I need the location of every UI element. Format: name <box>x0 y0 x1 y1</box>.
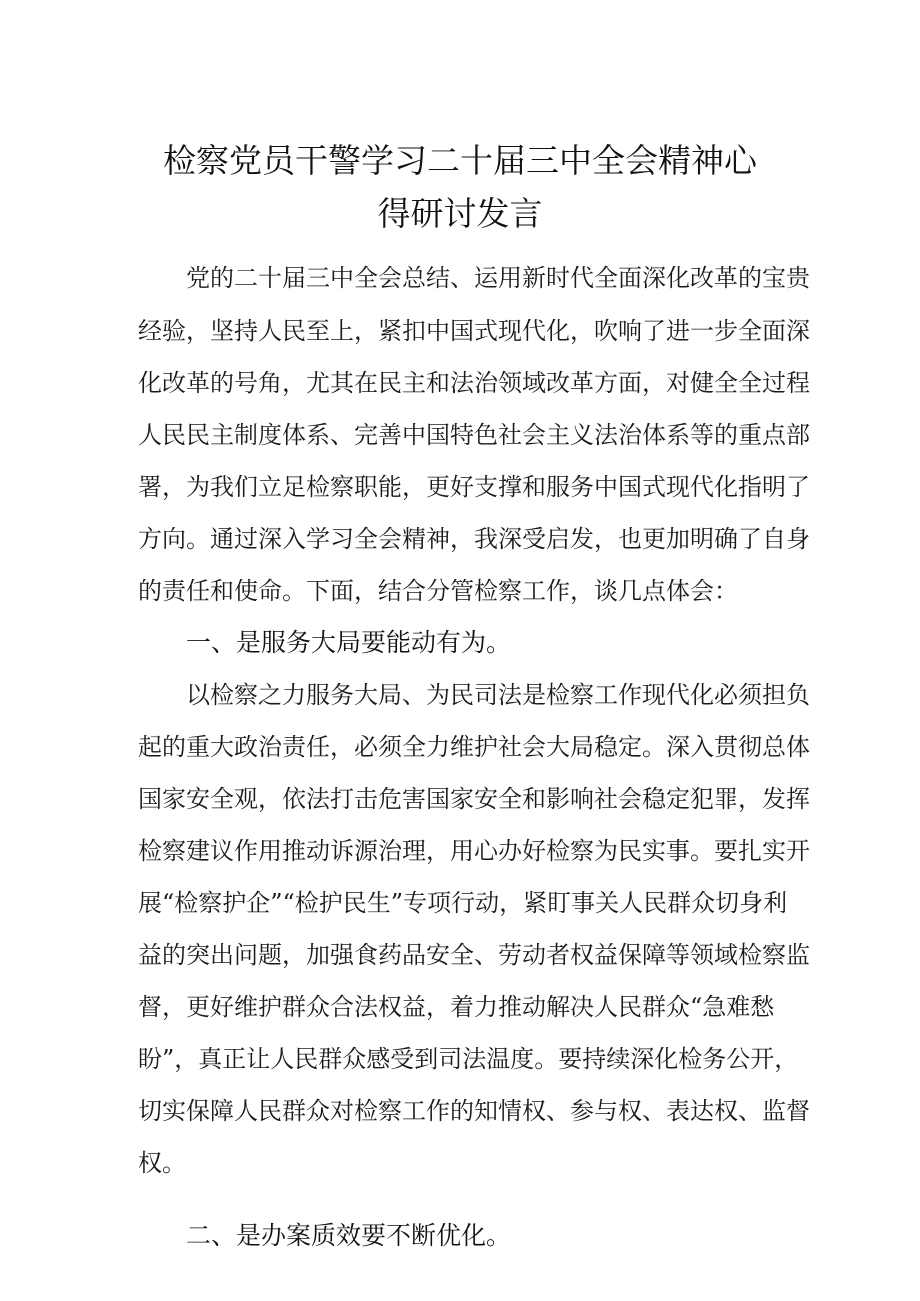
section1-line-8: 盼”，真正让人民群众感受到司法温度。要持续深化检务公开， <box>138 1045 799 1073</box>
document-title-line-2: 得研讨发言 <box>377 194 543 233</box>
intro-line-3: 化改革的号角，尤其在民主和法治领域改革方面，对健全全过程 <box>138 369 810 397</box>
intro-line-7: 的责任和使命。下面，结合分管检察工作，谈几点体会： <box>138 577 738 605</box>
section1-line-6: 益的突出问题，加强食药品安全、劳动者权益保障等领域检察监 <box>138 941 810 969</box>
section-heading-2: 二、是办案质效要不断优化。 <box>186 1221 512 1250</box>
section-heading-1: 一、是服务大局要能动有为。 <box>186 628 512 657</box>
intro-line-5: 署，为我们立足检察职能，更好支撑和服务中国式现代化指明了 <box>138 473 810 501</box>
section1-line-4: 检察建议作用推动诉源治理，用心办好检察为民实事。要扎实开 <box>138 837 810 865</box>
section1-line-7: 督，更好维护群众合法权益，着力推动解决人民群众“急难愁 <box>138 993 775 1021</box>
intro-line-6: 方向。通过深入学习全会精神，我深受启发，也更加明确了自身 <box>138 525 810 553</box>
intro-line-1: 党的二十届三中全会总结、运用新时代全面深化改革的宝贵 <box>186 264 810 292</box>
section1-line-9: 切实保障人民群众对检察工作的知情权、参与权、表达权、监督 <box>138 1097 810 1125</box>
section1-line-5: 展“检察护企”“检护民生”专项行动，紧盯事关人民群众切身利 <box>138 889 788 917</box>
document-title-line-1: 检察党员干警学习二十届三中全会精神心 <box>163 141 757 180</box>
section1-line-3: 国家安全观，依法打击危害国家安全和影响社会稳定犯罪，发挥 <box>138 785 810 813</box>
section1-line-10: 权。 <box>138 1149 186 1177</box>
section1-line-1: 以检察之力服务大局、为民司法是检察工作现代化必须担负 <box>186 681 810 709</box>
intro-line-4: 人民民主制度体系、完善中国特色社会主义法治体系等的重点部 <box>138 421 810 449</box>
section1-line-2: 起的重大政治责任，必须全力维护社会大局稳定。深入贯彻总体 <box>138 733 810 761</box>
intro-line-2: 经验，坚持人民至上，紧扣中国式现代化，吹响了进一步全面深 <box>138 317 810 345</box>
